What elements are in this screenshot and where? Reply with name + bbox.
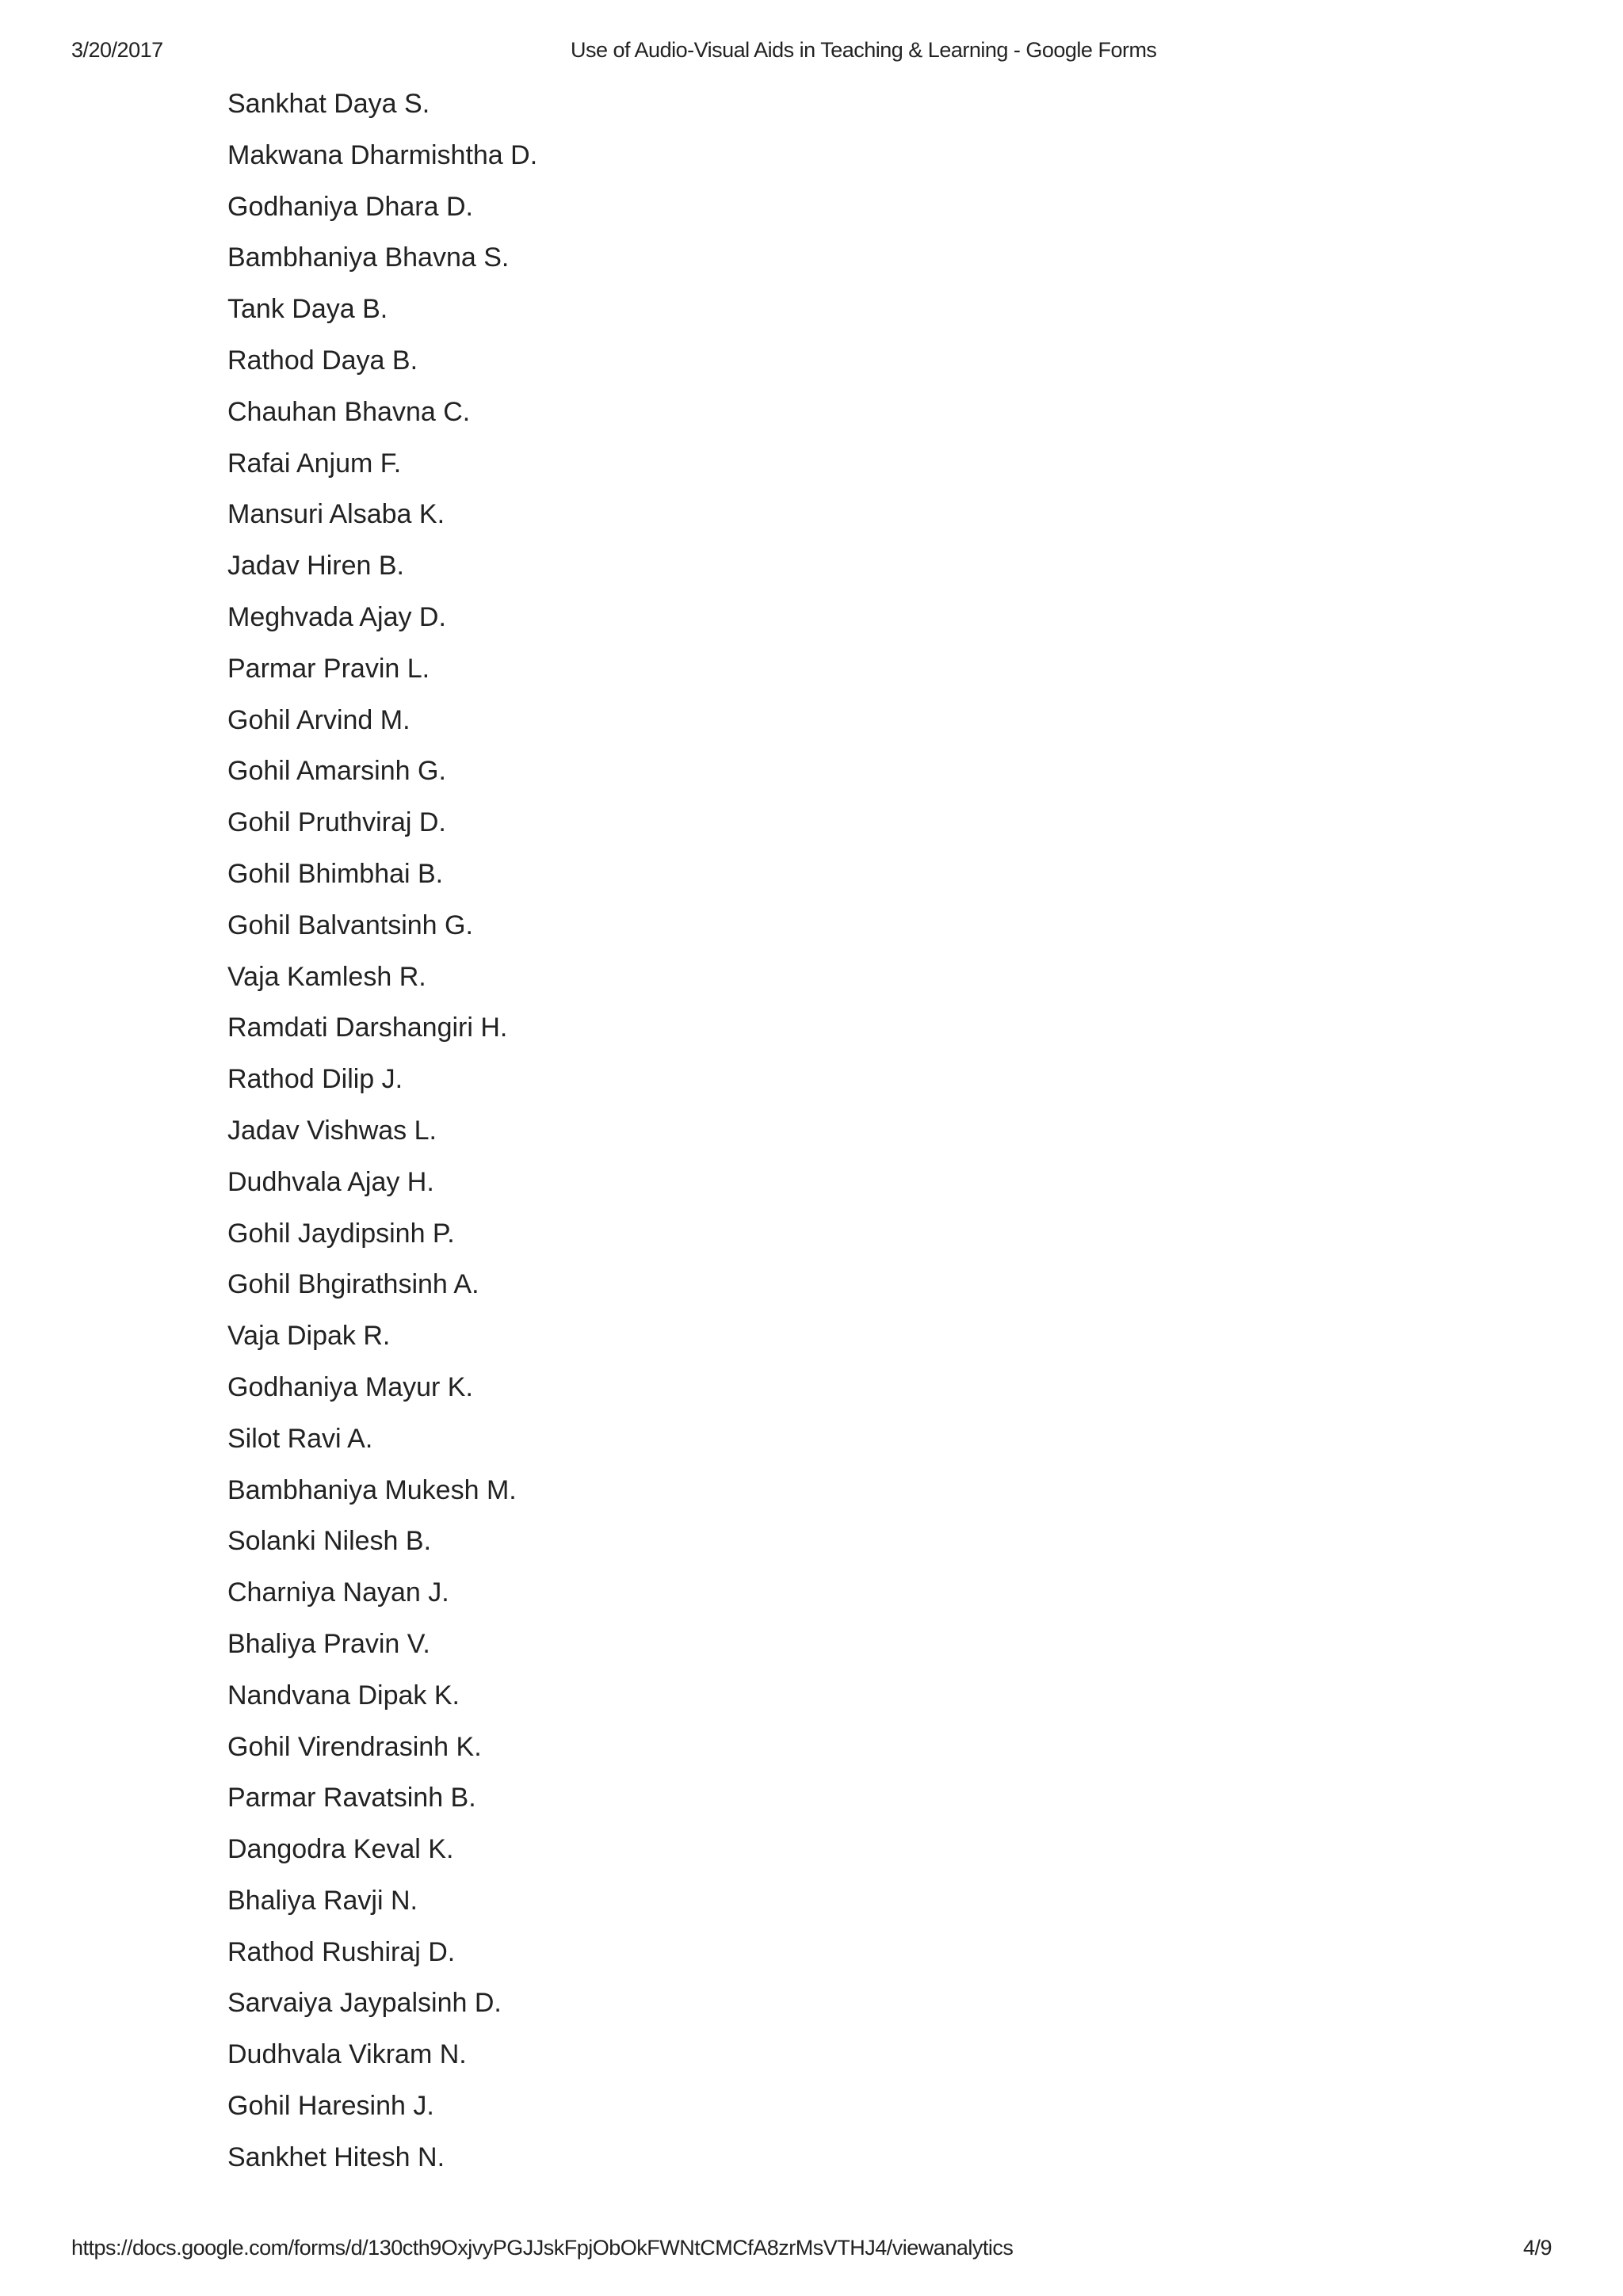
list-item: Bhaliya Ravji N. [227,1885,418,1916]
list-item: Gohil Pruthviraj D. [227,807,446,838]
print-footer [71,2236,1552,2267]
list-item: Jadav Vishwas L. [227,1115,437,1146]
list-item: Rathod Daya B. [227,345,418,376]
list-item: Gohil Jaydipsinh P. [227,1218,455,1249]
list-item: Godhaniya Mayur K. [227,1371,473,1402]
list-item: Ramdati Darshangiri H. [227,1013,508,1043]
list-item: Dudhvala Vikram N. [227,2039,467,2070]
list-item: Jadav Hiren B. [227,551,404,582]
list-item: Gohil Bhgirathsinh A. [227,1269,479,1300]
list-item: Vaja Kamlesh R. [227,961,426,992]
list-item: Gohil Virendrasinh K. [227,1731,482,1762]
list-item: Chauhan Bhavna C. [227,396,471,427]
list-item: Rathod Dilip J. [227,1064,403,1095]
list-item: Parmar Pravin L. [227,653,430,684]
page-number: 4/9 [1522,2236,1552,2260]
list-item: Gohil Haresinh J. [227,2091,434,2122]
list-item: Meghvada Ajay D. [227,601,446,632]
list-item: Gohil Balvantsinh G. [227,910,473,940]
list-item: Bambhaniya Bhavna S. [227,242,510,273]
list-item: Charniya Nayan J. [227,1577,449,1608]
list-item: Sarvaiya Jaypalsinh D. [227,1988,502,2019]
response-list [227,84,537,2189]
list-item: Gohil Arvind M. [227,704,411,735]
list-item: Bhaliya Pravin V. [227,1628,430,1659]
list-item: Mansuri Alsaba K. [227,499,445,530]
list-item: Godhaniya Dhara D. [227,191,473,222]
list-item: Makwana Dharmishtha D. [227,139,538,170]
list-item: Sankhat Daya S. [227,89,430,119]
list-item: Solanki Nilesh B. [227,1526,432,1557]
list-item: Dudhvala Ajay H. [227,1166,434,1197]
list-item: Dangodra Keval K. [227,1834,454,1865]
print-date: 3/20/2017 [71,38,163,62]
list-item: Vaja Dipak R. [227,1321,391,1352]
list-item: Bambhaniya Mukesh M. [227,1474,517,1505]
list-item: Silot Ravi A. [227,1423,373,1454]
list-item: Tank Daya B. [227,294,388,325]
list-item: Nandvana Dipak K. [227,1680,460,1711]
list-item: Sankhet Hitesh N. [227,2142,445,2172]
list-item: Gohil Amarsinh G. [227,756,446,787]
page-url: https://docs.google.com/forms/d/130cth9OxjvyPGJJskFpjObOkFWNtCMCfA8zrMsVTHJ4/viewanalytics [71,2236,1014,2260]
list-item: Rafai Anjum F. [227,448,402,479]
list-item: Gohil Bhimbhai B. [227,858,444,889]
print-header [71,38,1552,70]
list-item: Parmar Ravatsinh B. [227,1783,476,1814]
list-item: Rathod Rushiraj D. [227,1936,456,1967]
page-title: Use of Audio-Visual Aids in Teaching & Learning - Google Forms [571,38,1157,62]
